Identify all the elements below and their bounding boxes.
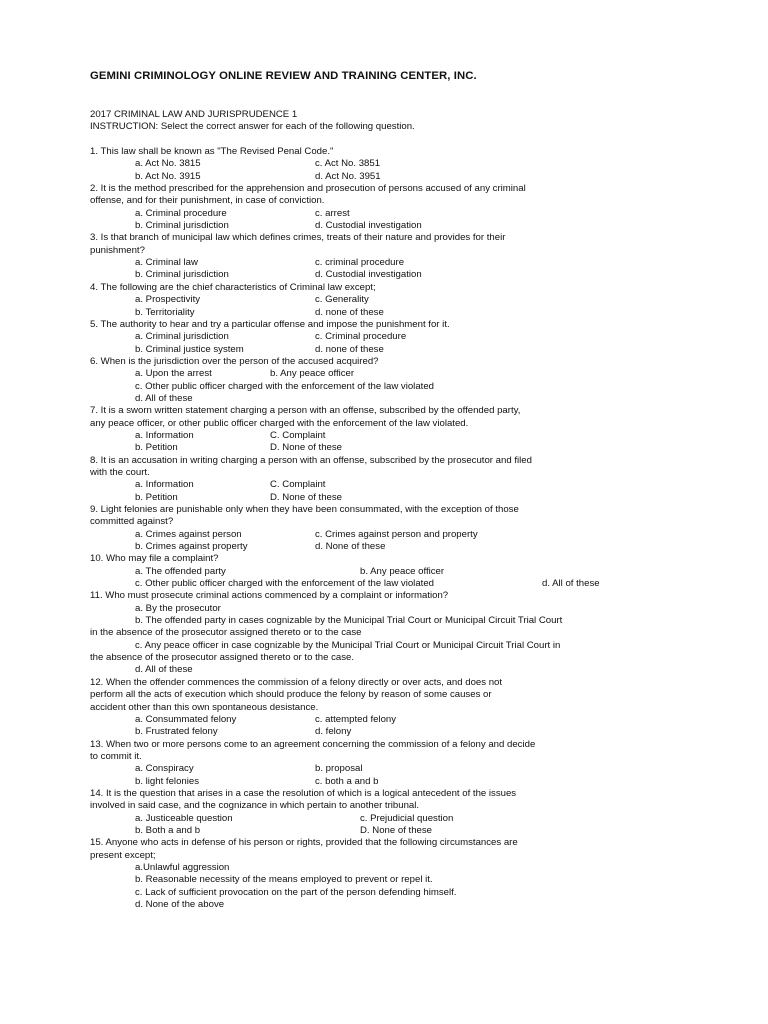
question-12-options-row-1 [90,714,730,726]
option-c: c. Other public officer charged with the enforcement of the law violated [135,380,434,392]
option-b: b. Territoriality [135,306,195,318]
option-b: b. The offended party in cases cognizable by the Municipal Trial Court or Municipal Circuit Trial Court [135,615,563,627]
question-12-options-row-2 [90,726,730,738]
option-a: a. Crimes against person [135,528,242,540]
question-15-stem: present except; [90,849,156,861]
option-a: a. By the prosecutor [135,602,221,614]
option-b: b. Any peace officer [360,565,445,577]
option-b: b. Petition [135,491,178,503]
question-13-stem: to commit it. [90,750,142,762]
option-a: a. Conspiracy [135,763,194,775]
question-4-options-row-2 [90,307,730,319]
question-6-stem: 6. When is the jurisdiction over the person of the accused acquired? [90,355,379,367]
option-c: c. arrest [315,207,350,219]
option-b: b. Criminal jurisdiction [135,269,229,281]
option-d: d. none of these [315,343,384,355]
question-6-options-row-1 [90,368,730,380]
question-9-stem: 9. Light felonies are punishable only when they have been consummated, with the exception of those [90,504,519,515]
option-a: a. The offended party [135,565,226,577]
question-1-options-row-1 [90,158,730,170]
option-c: c. attempted felony [315,713,397,725]
option-d: d. All of these [135,392,193,404]
question-13-options-row-1 [90,763,730,775]
question-14-stem: 14. It is the question that arises in a case the resolution of which is a logical antecedent of the issues [90,787,517,799]
question-7-stem: 7. It is a sworn written statement charging a person with an offense, subscribed by the offended party, [90,405,521,417]
option-b: b. Both a and b [135,824,201,836]
option-c: c. Lack of sufficient provocation on the part of the person defending himself. [135,886,457,898]
option-d: d. All of these [135,664,193,676]
option-d: d. None of the above [135,899,225,910]
option-c: b. light felonies [135,775,199,787]
question-13-stem: 13. When two or more persons come to an agreement concerning the commission of a felony and decide [90,738,536,750]
question-1-options-row-2 [90,171,730,183]
question-7-options-row-1 [90,430,730,442]
option-a: a. Criminal law [135,257,198,269]
option-b: b. Reasonable necessity of the means employed to prevent or repel it. [135,874,433,886]
option-d: d. None of these [315,541,386,553]
option-b: b. Criminal jurisdiction [135,220,229,232]
question-4-options-row-1 [90,294,730,306]
question-9-options-row-2 [90,541,730,553]
question-7-stem: any peace officer, or other public officer charged with the enforcement of the law violated. [90,417,469,429]
option-a: a. Consummated felony [135,713,237,725]
option-d: c. both a and b [315,775,379,787]
option-d: d. Act No. 3951 [315,170,381,182]
option-c: c. Criminal procedure [315,331,407,343]
option-a: a. Information [135,429,194,441]
question-12-stem: accident other than this own spontaneous desistance. [90,701,319,713]
question-10-options-row-1 [90,566,730,578]
option-d: d. none of these [315,306,384,318]
question-7-options-row-2 [90,442,730,454]
option-c: C. Complaint [270,429,326,441]
option-a: a.Unlawful aggression [135,861,230,873]
question-14-options-row-2 [90,825,730,837]
question-2-stem: 2. It is the method prescribed for the apprehension and prosecution of persons accused of any criminal [90,183,526,195]
option-d: D. None of these [270,491,342,503]
question-5-stem: 5. The authority to hear and try a particular offense and impose the punishment for it. [90,318,450,330]
question-15-stem: 15. Anyone who acts in defense of his person or rights, provided that the following circumstances are [90,837,518,849]
question-2-options-row-1 [90,208,730,220]
question-8-options-row-1 [90,479,730,491]
option-d: D. None of these [360,824,432,836]
option-c-continued: the absence of the prosecutor assigned thereto or to the case. [90,652,354,664]
question-8-stem: 8. It is an accusation in writing charging a person with an offense, subscribed by the prosecutor and filed [90,454,532,466]
option-d: d. felony [315,726,352,738]
question-9-stem: committed against? [90,516,174,528]
option-d: d. Custodial investigation [315,269,422,281]
option-b: b. Act No. 3915 [135,170,201,182]
question-13-options-row-2 [90,776,730,788]
question-10-stem: 10. Who may file a complaint? [90,553,219,565]
question-10-options-row-2 [90,578,730,590]
option-a: a. Prospectivity [135,294,201,306]
question-12-stem: 12. When the offender commences the commission of a felony directly or over acts, and does not [90,676,503,688]
option-d: d. Custodial investigation [315,220,422,232]
instruction: INSTRUCTION: Select the correct answer for each of the following question. [90,121,415,133]
option-c: c. Generality [315,294,369,306]
question-3-stem: punishment? [90,244,145,256]
question-4-stem: 4. The following are the chief characteristics of Criminal law except; [90,281,376,293]
option-b: b. proposal [315,763,363,775]
option-c: c. criminal procedure [315,257,405,269]
option-b: b. Crimes against property [135,541,248,553]
option-a: a. Act No. 3815 [135,158,201,170]
question-3-options-row-1 [90,257,730,269]
question-11-stem: 11. Who must prosecute criminal actions commenced by a complaint or information? [90,590,449,602]
question-9-options-row-1 [90,529,730,541]
option-a: a. Criminal jurisdiction [135,331,229,343]
question-3-stem: 3. Is that branch of municipal law which defines crimes, treats of their nature and provides for their [90,232,506,244]
option-a: a. Information [135,479,194,491]
question-2-options-row-2 [90,220,730,232]
question-3-options-row-2 [90,269,730,281]
question-5-options-row-1 [90,331,730,343]
option-d: D. None of these [270,442,342,454]
option-a: a. Upon the arrest [135,368,212,380]
question-12-stem: perform all the acts of execution which should produce the felony by reason of some causes or [90,689,492,701]
document-header: GEMINI CRIMINOLOGY ONLINE REVIEW AND TRAINING CENTER, INC. [90,70,477,82]
option-c: c. Act No. 3851 [315,158,381,170]
option-c: c. Other public officer charged with the enforcement of the law violated [135,578,434,590]
option-c: c. Prejudicial question [360,812,454,824]
exam-content [90,109,730,911]
option-a: a. Justiceable question [135,812,233,824]
option-b-continued: in the absence of the prosecutor assigned thereto or to the case [90,627,362,639]
question-5-options-row-2 [90,344,730,356]
exam-title: 2017 CRIMINAL LAW AND JURISPRUDENCE 1 [90,109,298,120]
option-b: b. Petition [135,442,178,454]
question-8-options-row-2 [90,492,730,504]
question-1-stem: 1. This law shall be known as "The Revised Penal Code." [90,146,334,158]
option-b: b. Criminal justice system [135,343,244,355]
question-14-options-row-1 [90,813,730,825]
question-8-stem: with the court. [90,466,150,478]
option-c: c. Crimes against person and property [315,528,478,540]
question-2-stem: offense, and for their punishment, in case of conviction. [90,195,325,207]
option-c: C. Complaint [270,479,326,491]
option-d: d. All of these [542,578,600,590]
option-b: b. Any peace officer [270,368,355,380]
option-a: a. Criminal procedure [135,207,227,219]
question-14-stem: involved in said case, and the cognizance in which pertain to another tribunal. [90,800,420,812]
option-b: b. Frustrated felony [135,726,218,738]
option-c: c. Any peace officer in case cognizable by the Municipal Trial Court or Municipal Circuit Trial Court in [135,639,561,651]
